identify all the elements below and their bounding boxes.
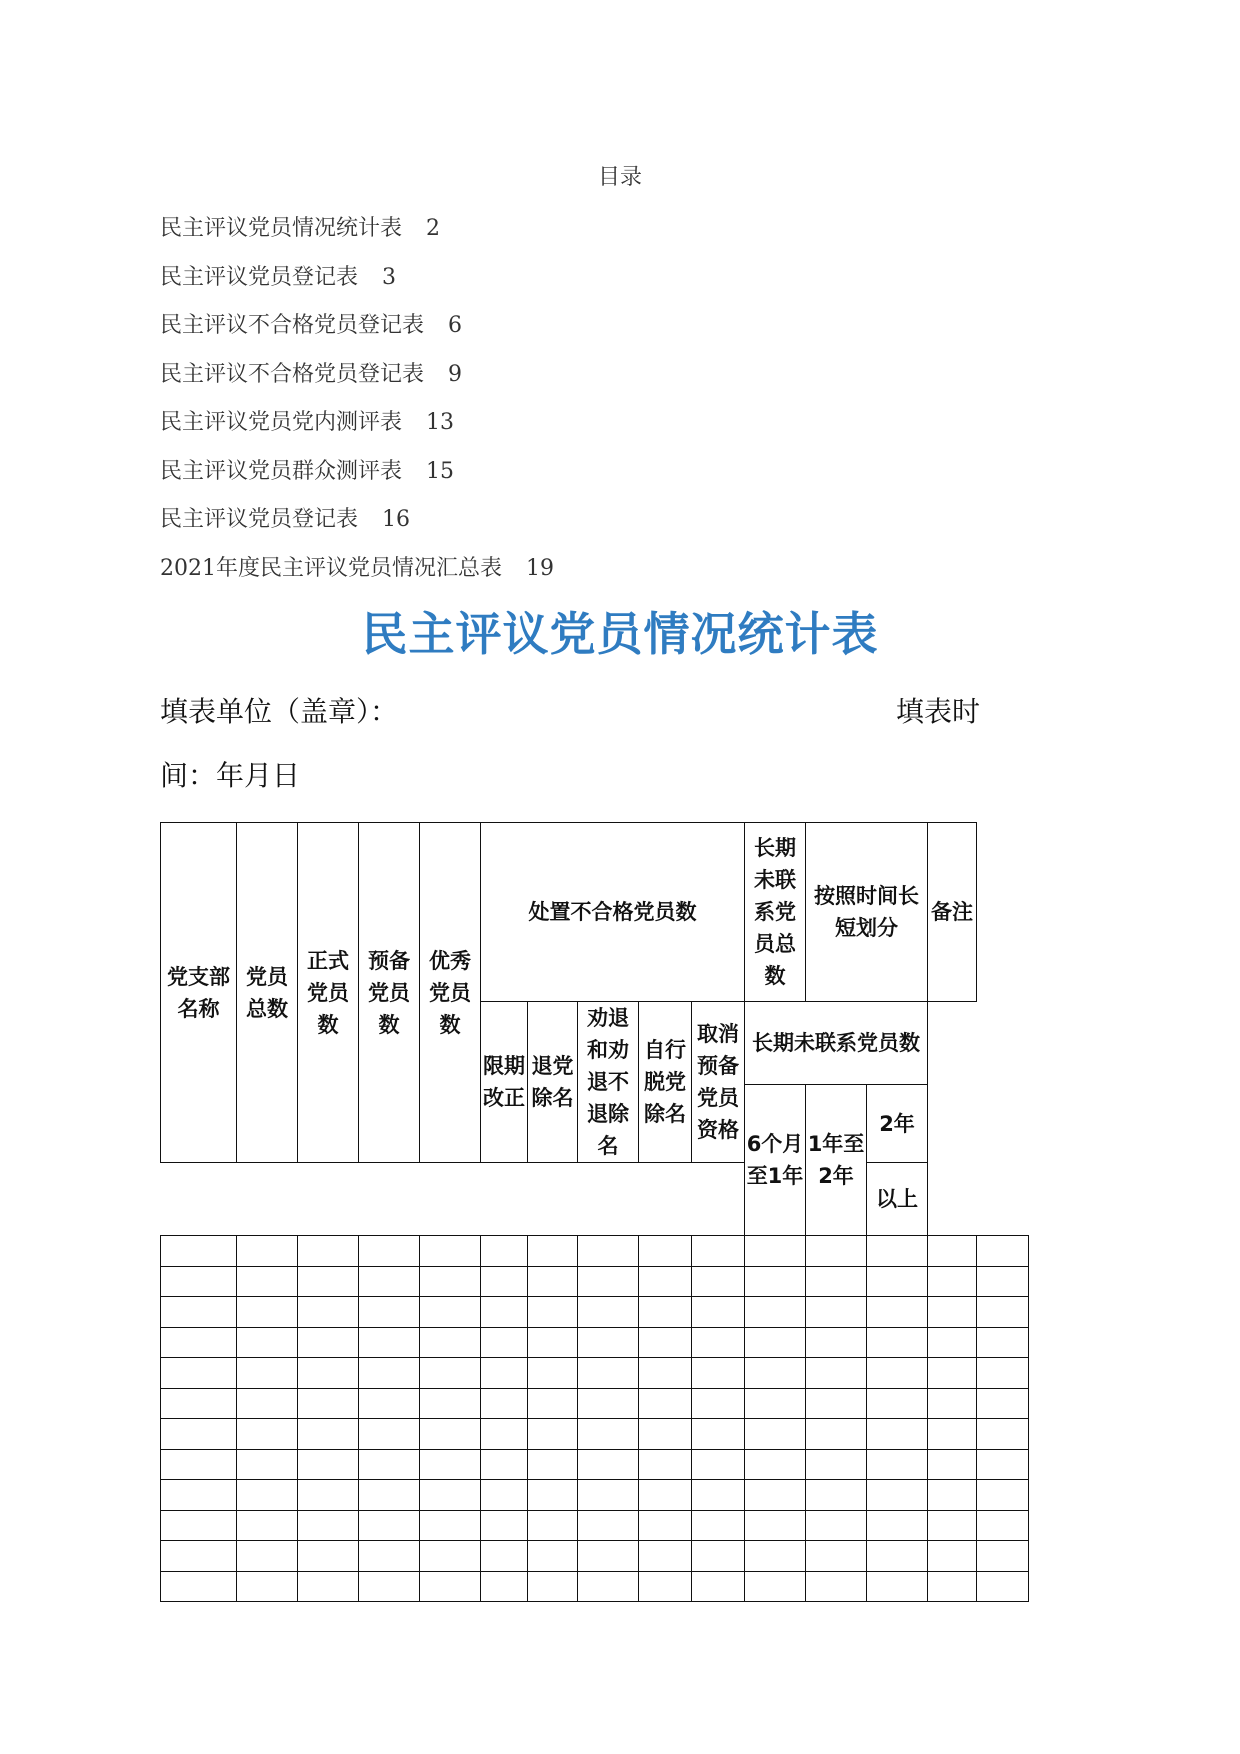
table-cell[interactable] [420,1358,481,1389]
table-cell[interactable] [578,1449,639,1480]
table-cell[interactable] [692,1358,745,1389]
table-cell[interactable] [578,1571,639,1602]
table-cell[interactable] [867,1571,928,1602]
table-cell[interactable] [237,1480,298,1511]
table-cell[interactable] [298,1449,359,1480]
table-cell[interactable] [977,1541,1029,1572]
table-cell[interactable] [806,1388,867,1419]
table-cell[interactable] [528,1419,578,1450]
table-cell[interactable] [806,1510,867,1541]
table-cell[interactable] [161,1419,237,1450]
table-cell[interactable] [359,1510,420,1541]
toc-item-page: 15 [426,458,455,484]
toc-item[interactable] [160,550,860,599]
blank-cell [420,1163,481,1236]
table-cell[interactable] [745,1449,806,1480]
table-cell[interactable] [359,1541,420,1572]
table-cell[interactable] [692,1266,745,1297]
blank-cell [298,1163,359,1236]
table-cell[interactable] [745,1388,806,1419]
table-cell[interactable] [237,1358,298,1389]
table-cell[interactable] [867,1358,928,1389]
table-cell[interactable] [578,1510,639,1541]
table-row [161,1449,1029,1480]
table-cell[interactable] [298,1480,359,1511]
table-cell[interactable] [420,1266,481,1297]
table-cell[interactable] [161,1510,237,1541]
toc-list [160,210,860,598]
table-cell[interactable] [867,1327,928,1358]
toc-item-label: 民主评议党员登记表 [160,507,359,532]
table-cell[interactable] [692,1388,745,1419]
table-cell[interactable] [481,1571,528,1602]
header-remarks: 备注 [928,823,977,1002]
table-cell[interactable] [745,1266,806,1297]
blank-cell [639,1163,692,1236]
table-cell[interactable] [298,1510,359,1541]
table-cell[interactable] [528,1358,578,1389]
table-cell[interactable] [977,1358,1029,1389]
table-cell[interactable] [578,1327,639,1358]
toc-item-page: 2 [426,216,441,241]
table-cell[interactable] [867,1541,928,1572]
table-cell[interactable] [745,1541,806,1572]
toc-item[interactable] [160,307,860,356]
table-cell[interactable] [298,1266,359,1297]
blank-cell [237,1163,298,1236]
table-cell[interactable] [578,1266,639,1297]
table-cell[interactable] [867,1510,928,1541]
toc-title: 目录 [597,165,642,190]
table-cell[interactable] [420,1541,481,1572]
table-cell[interactable] [928,1266,977,1297]
table-cell[interactable] [528,1297,578,1328]
fill-unit-label: 填表单位（盖章）： [160,695,399,728]
header-1y-2y: 1年至2年 [806,1085,867,1236]
table-cell[interactable] [359,1297,420,1328]
table-cell[interactable] [639,1419,692,1450]
table-cell[interactable] [298,1358,359,1389]
table-cell[interactable] [977,1236,1029,1267]
table-cell[interactable] [806,1480,867,1511]
table-cell[interactable] [639,1327,692,1358]
table-cell[interactable] [639,1236,692,1267]
table-cell[interactable] [528,1541,578,1572]
table-cell[interactable] [359,1571,420,1602]
table-cell[interactable] [298,1388,359,1419]
header-disposal-unqualified: 处置不合格党员数 [481,823,745,1002]
table-cell[interactable] [481,1419,528,1450]
table-cell[interactable] [928,1449,977,1480]
header-excellent-members: 优秀党员数 [420,823,481,1163]
table-cell[interactable] [692,1449,745,1480]
table-cell[interactable] [692,1419,745,1450]
header-long-term-total: 长期未联系党员总数 [745,823,806,1002]
table-cell[interactable] [745,1419,806,1450]
table-cell[interactable] [161,1358,237,1389]
table-cell[interactable] [298,1419,359,1450]
table-cell[interactable] [420,1510,481,1541]
header-withdraw-remove: 退党除名 [528,1002,578,1163]
toc-item[interactable] [160,453,860,502]
table-cell[interactable] [237,1541,298,1572]
blank-cell [359,1163,420,1236]
table-row [161,1419,1029,1450]
table-cell[interactable] [977,1419,1029,1450]
table-cell[interactable] [745,1358,806,1389]
table-cell[interactable] [578,1236,639,1267]
table-cell[interactable] [161,1327,237,1358]
table-cell[interactable] [977,1449,1029,1480]
table-cell[interactable] [161,1571,237,1602]
table-cell[interactable] [420,1388,481,1419]
table-cell[interactable] [977,1327,1029,1358]
table-cell[interactable] [161,1297,237,1328]
table-cell[interactable] [867,1449,928,1480]
toc-item-label: 民主评议不合格党员登记表 [160,361,425,387]
table-cell[interactable] [237,1419,298,1450]
table-row [161,1327,1029,1358]
table-cell[interactable] [359,1449,420,1480]
table-cell[interactable] [639,1266,692,1297]
table-cell[interactable] [578,1419,639,1450]
table-cell[interactable] [867,1266,928,1297]
blank-cell [928,1163,977,1236]
table-cell[interactable] [161,1541,237,1572]
blank-cell [928,1085,977,1163]
table-cell[interactable] [298,1571,359,1602]
header-formal-members: 正式党员数 [298,823,359,1163]
table-row [161,1541,1029,1572]
table-cell[interactable] [867,1480,928,1511]
table-cell[interactable] [481,1266,528,1297]
table-cell[interactable] [639,1388,692,1419]
table-cell[interactable] [639,1510,692,1541]
table-cell[interactable] [237,1297,298,1328]
table-cell[interactable] [977,1571,1029,1602]
table-cell[interactable] [578,1541,639,1572]
table-cell[interactable] [745,1297,806,1328]
blank-cell [578,1163,639,1236]
table-cell[interactable] [692,1297,745,1328]
table-cell[interactable] [977,1297,1029,1328]
table-row [161,1358,1029,1389]
table-cell[interactable] [528,1571,578,1602]
toc-item-label: 2021年度民主评议党员情况汇总表 [160,555,502,581]
table-cell[interactable] [639,1541,692,1572]
table-cell[interactable] [481,1449,528,1480]
table-cell[interactable] [977,1388,1029,1419]
table-cell[interactable] [745,1327,806,1358]
table-cell[interactable] [420,1571,481,1602]
table-cell[interactable] [928,1571,977,1602]
header-by-duration: 按照时间长短划分 [806,823,928,1002]
table-cell[interactable] [928,1358,977,1389]
toc-item-page: 13 [426,410,455,435]
table-cell[interactable] [867,1388,928,1419]
table-cell[interactable] [928,1236,977,1267]
table-cell[interactable] [928,1419,977,1450]
header-2y: 2年 [867,1085,928,1163]
table-cell[interactable] [481,1358,528,1389]
header-self-leave: 自行脱党除名 [639,1002,692,1163]
table-cell[interactable] [359,1266,420,1297]
table-cell[interactable] [578,1297,639,1328]
table-cell[interactable] [528,1266,578,1297]
toc-item-page: 9 [448,361,463,387]
header-cancel-probationary: 取消预备党员资格 [692,1002,745,1163]
table-cell[interactable] [528,1480,578,1511]
table-row [161,1571,1029,1602]
table-cell[interactable] [237,1327,298,1358]
table-cell[interactable] [928,1541,977,1572]
toc-item-label: 民主评议党员登记表 [160,264,359,290]
header-row-4 [161,1163,1029,1236]
table-cell[interactable] [420,1327,481,1358]
blank-cell [481,1163,528,1236]
header-row-1 [161,823,1029,1002]
table-row [161,1266,1029,1297]
header-rectify: 限期改正 [481,1002,528,1163]
table-cell[interactable] [528,1510,578,1541]
table-cell[interactable] [359,1388,420,1419]
blank-cell [928,1002,977,1085]
table-cell[interactable] [161,1388,237,1419]
table-cell[interactable] [420,1480,481,1511]
table-cell[interactable] [528,1388,578,1419]
toc-item[interactable] [160,404,860,453]
table-cell[interactable] [806,1449,867,1480]
table-cell[interactable] [481,1388,528,1419]
table-cell[interactable] [420,1297,481,1328]
table-row [161,1297,1029,1328]
table-cell[interactable] [639,1358,692,1389]
table-cell[interactable] [806,1358,867,1389]
table-cell[interactable] [928,1388,977,1419]
table-cell[interactable] [528,1236,578,1267]
table-cell[interactable] [237,1388,298,1419]
table-cell[interactable] [161,1266,237,1297]
header-total-members: 党员总数 [237,823,298,1163]
table-cell[interactable] [298,1541,359,1572]
toc-item[interactable] [160,501,860,550]
table-cell[interactable] [420,1236,481,1267]
fill-time-label-continued: 间：年月日 [160,759,301,792]
fill-in-line [160,690,980,730]
table-cell[interactable] [928,1480,977,1511]
toc-item-label: 民主评议党员情况统计表 [160,216,403,241]
table-cell[interactable] [359,1236,420,1267]
table-cell[interactable] [481,1297,528,1328]
table-cell[interactable] [806,1571,867,1602]
table-row [161,1480,1029,1511]
toc-item-page: 19 [526,555,554,581]
table-cell[interactable] [867,1297,928,1328]
table-cell[interactable] [420,1449,481,1480]
blank-cell [977,1085,1029,1163]
table-row [161,1510,1029,1541]
table-cell[interactable] [928,1327,977,1358]
document-title: 民主评议党员情况统计表 [361,607,879,661]
table-cell[interactable] [977,1266,1029,1297]
table-cell[interactable] [639,1297,692,1328]
table-cell[interactable] [745,1510,806,1541]
table-cell[interactable] [481,1327,528,1358]
toc-item-label: 民主评议党员党内测评表 [160,410,403,435]
table-cell[interactable] [928,1510,977,1541]
toc-item-page: 16 [382,507,411,532]
toc-item-label: 民主评议不合格党员登记表 [160,313,425,338]
table-cell[interactable] [237,1510,298,1541]
table-cell[interactable] [745,1236,806,1267]
table-cell[interactable] [481,1236,528,1267]
table-cell[interactable] [867,1419,928,1450]
table-cell[interactable] [237,1236,298,1267]
table-cell[interactable] [420,1419,481,1450]
table-cell[interactable] [806,1236,867,1267]
table-cell[interactable] [867,1236,928,1267]
table-cell[interactable] [578,1358,639,1389]
blank-cell [528,1163,578,1236]
table-cell[interactable] [639,1571,692,1602]
table-cell[interactable] [359,1480,420,1511]
table-cell[interactable] [528,1327,578,1358]
blank-cell [977,823,1029,1002]
table-cell[interactable] [806,1297,867,1328]
table-cell[interactable] [977,1510,1029,1541]
header-persuade-withdraw: 劝退和劝退不退除名 [578,1002,639,1163]
table-cell[interactable] [359,1327,420,1358]
toc-item-page: 6 [448,313,463,338]
table-cell[interactable] [806,1266,867,1297]
table-cell[interactable] [692,1480,745,1511]
table-cell[interactable] [806,1541,867,1572]
toc-item[interactable] [160,356,860,405]
table-cell[interactable] [692,1510,745,1541]
blank-cell [977,1002,1029,1085]
table-row [161,1388,1029,1419]
header-6m-1y: 6个月至1年 [745,1085,806,1236]
table-cell[interactable] [481,1480,528,1511]
table-cell[interactable] [528,1449,578,1480]
table-cell[interactable] [692,1541,745,1572]
blank-cell [161,1163,237,1236]
header-probationary-members: 预备党员数 [359,823,420,1163]
table-cell[interactable] [745,1480,806,1511]
table-cell[interactable] [481,1541,528,1572]
header-2y-above: 以上 [867,1163,928,1236]
table-cell[interactable] [745,1571,806,1602]
table-cell[interactable] [977,1480,1029,1511]
header-branch-name: 党支部名称 [161,823,237,1163]
table-cell[interactable] [928,1297,977,1328]
table-cell[interactable] [806,1419,867,1450]
statistics-table [160,822,1029,1602]
table-cell[interactable] [692,1571,745,1602]
table-row [161,1236,1029,1267]
table-cell[interactable] [359,1358,420,1389]
table-cell[interactable] [161,1480,237,1511]
table-cell[interactable] [161,1449,237,1480]
table-cell[interactable] [692,1327,745,1358]
table-cell[interactable] [806,1327,867,1358]
table-cell[interactable] [639,1449,692,1480]
toc-item-page: 3 [382,264,397,290]
blank-cell [692,1163,745,1236]
table-cell[interactable] [237,1571,298,1602]
header-long-term-count: 长期未联系党员数 [745,1002,928,1085]
blank-cell [977,1163,1029,1236]
toc-item[interactable] [160,210,860,259]
table-cell[interactable] [578,1388,639,1419]
table-cell[interactable] [692,1236,745,1267]
table-cell[interactable] [298,1327,359,1358]
table-cell[interactable] [298,1297,359,1328]
fill-time-label: 填表时 [895,695,980,728]
table-cell[interactable] [161,1236,237,1267]
table-cell[interactable] [237,1266,298,1297]
toc-item-label: 民主评议党员群众测评表 [160,458,403,484]
toc-item[interactable] [160,259,860,308]
table-cell[interactable] [639,1480,692,1511]
table-cell[interactable] [481,1510,528,1541]
table-cell[interactable] [578,1480,639,1511]
table-cell[interactable] [237,1449,298,1480]
table-cell[interactable] [298,1236,359,1267]
table-cell[interactable] [359,1419,420,1450]
